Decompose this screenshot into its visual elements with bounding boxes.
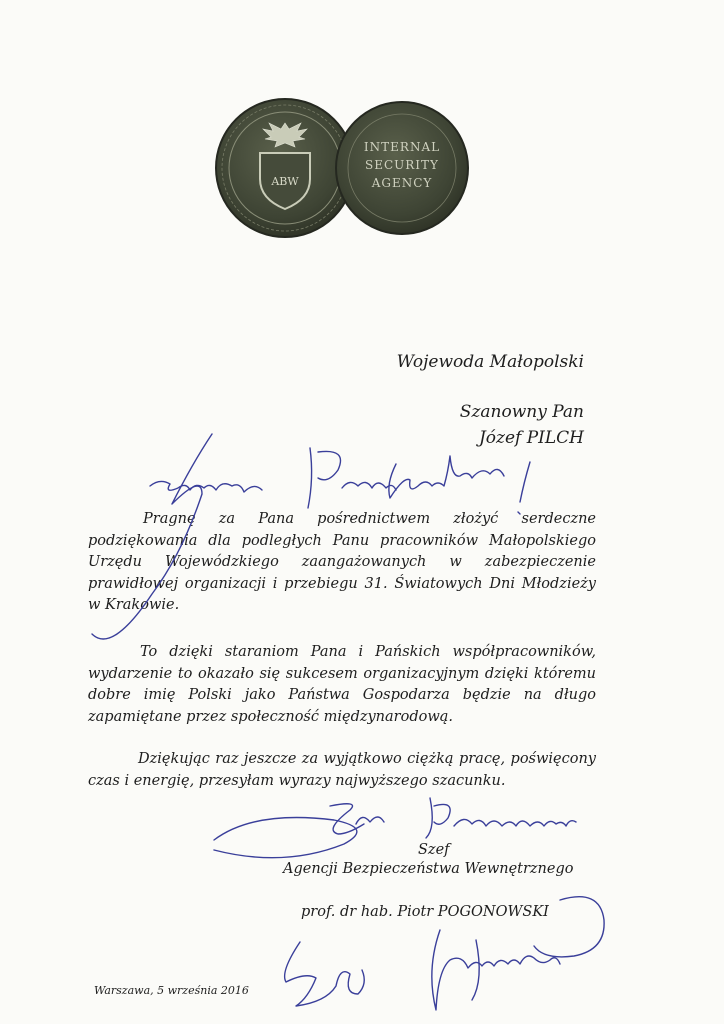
body-paragraph-3: Dziękując raz jeszcze za wyjątkowo ciężką pracę, poświęcony czas i energię, przesyłam wyrazy najwyższego szacunku. [88,751,596,789]
medal-line-3: AGENCY [371,176,433,190]
body-paragraph-1: Pragnę za Pana pośrednictwem złożyć serdeczne podziękowania dla podległych Panu pracowników Małopolskiego Urzędu Wojewódzkiego zaangażowanych w zabezpieczenie prawidłowej organizacji i przebiegu 31. Światowych Dni Młodzieży w Krakowie. [88,511,596,613]
abw-label: ABW [271,175,299,188]
recipient-office: Wojewoda Małopolski [396,352,584,372]
recipient-salutation: Szanowny Pan [459,402,584,422]
letter-date: Warszawa, 5 września 2016 [94,984,249,997]
body-paragraph-2: To dzięki staraniom Pana i Pańskich współpracowników, wydarzenie to okazało się sukcesem organizacyjnym dzięki któremu dobre imię Polski jako Państwa Gospodarza będzie na długo zapamiętane przez społeczność międzynarodową. [88,644,596,725]
signatory-agency: Agencji Bezpieczeństwa Wewnętrznego [283,861,574,877]
signatory-name: prof. dr hab. Piotr POGONOWSKI [301,904,549,920]
handwritten-closing [214,798,576,858]
medal-line-2: SECURITY [365,158,439,172]
signatory-title: Szef [418,842,450,858]
internal-security-agency-medal [336,102,468,234]
abw-seal [214,93,472,243]
abw-emblem-medal [216,99,354,237]
medal-line-1: INTERNAL [363,140,441,154]
recipient-name: Józef PILCH [478,428,584,448]
